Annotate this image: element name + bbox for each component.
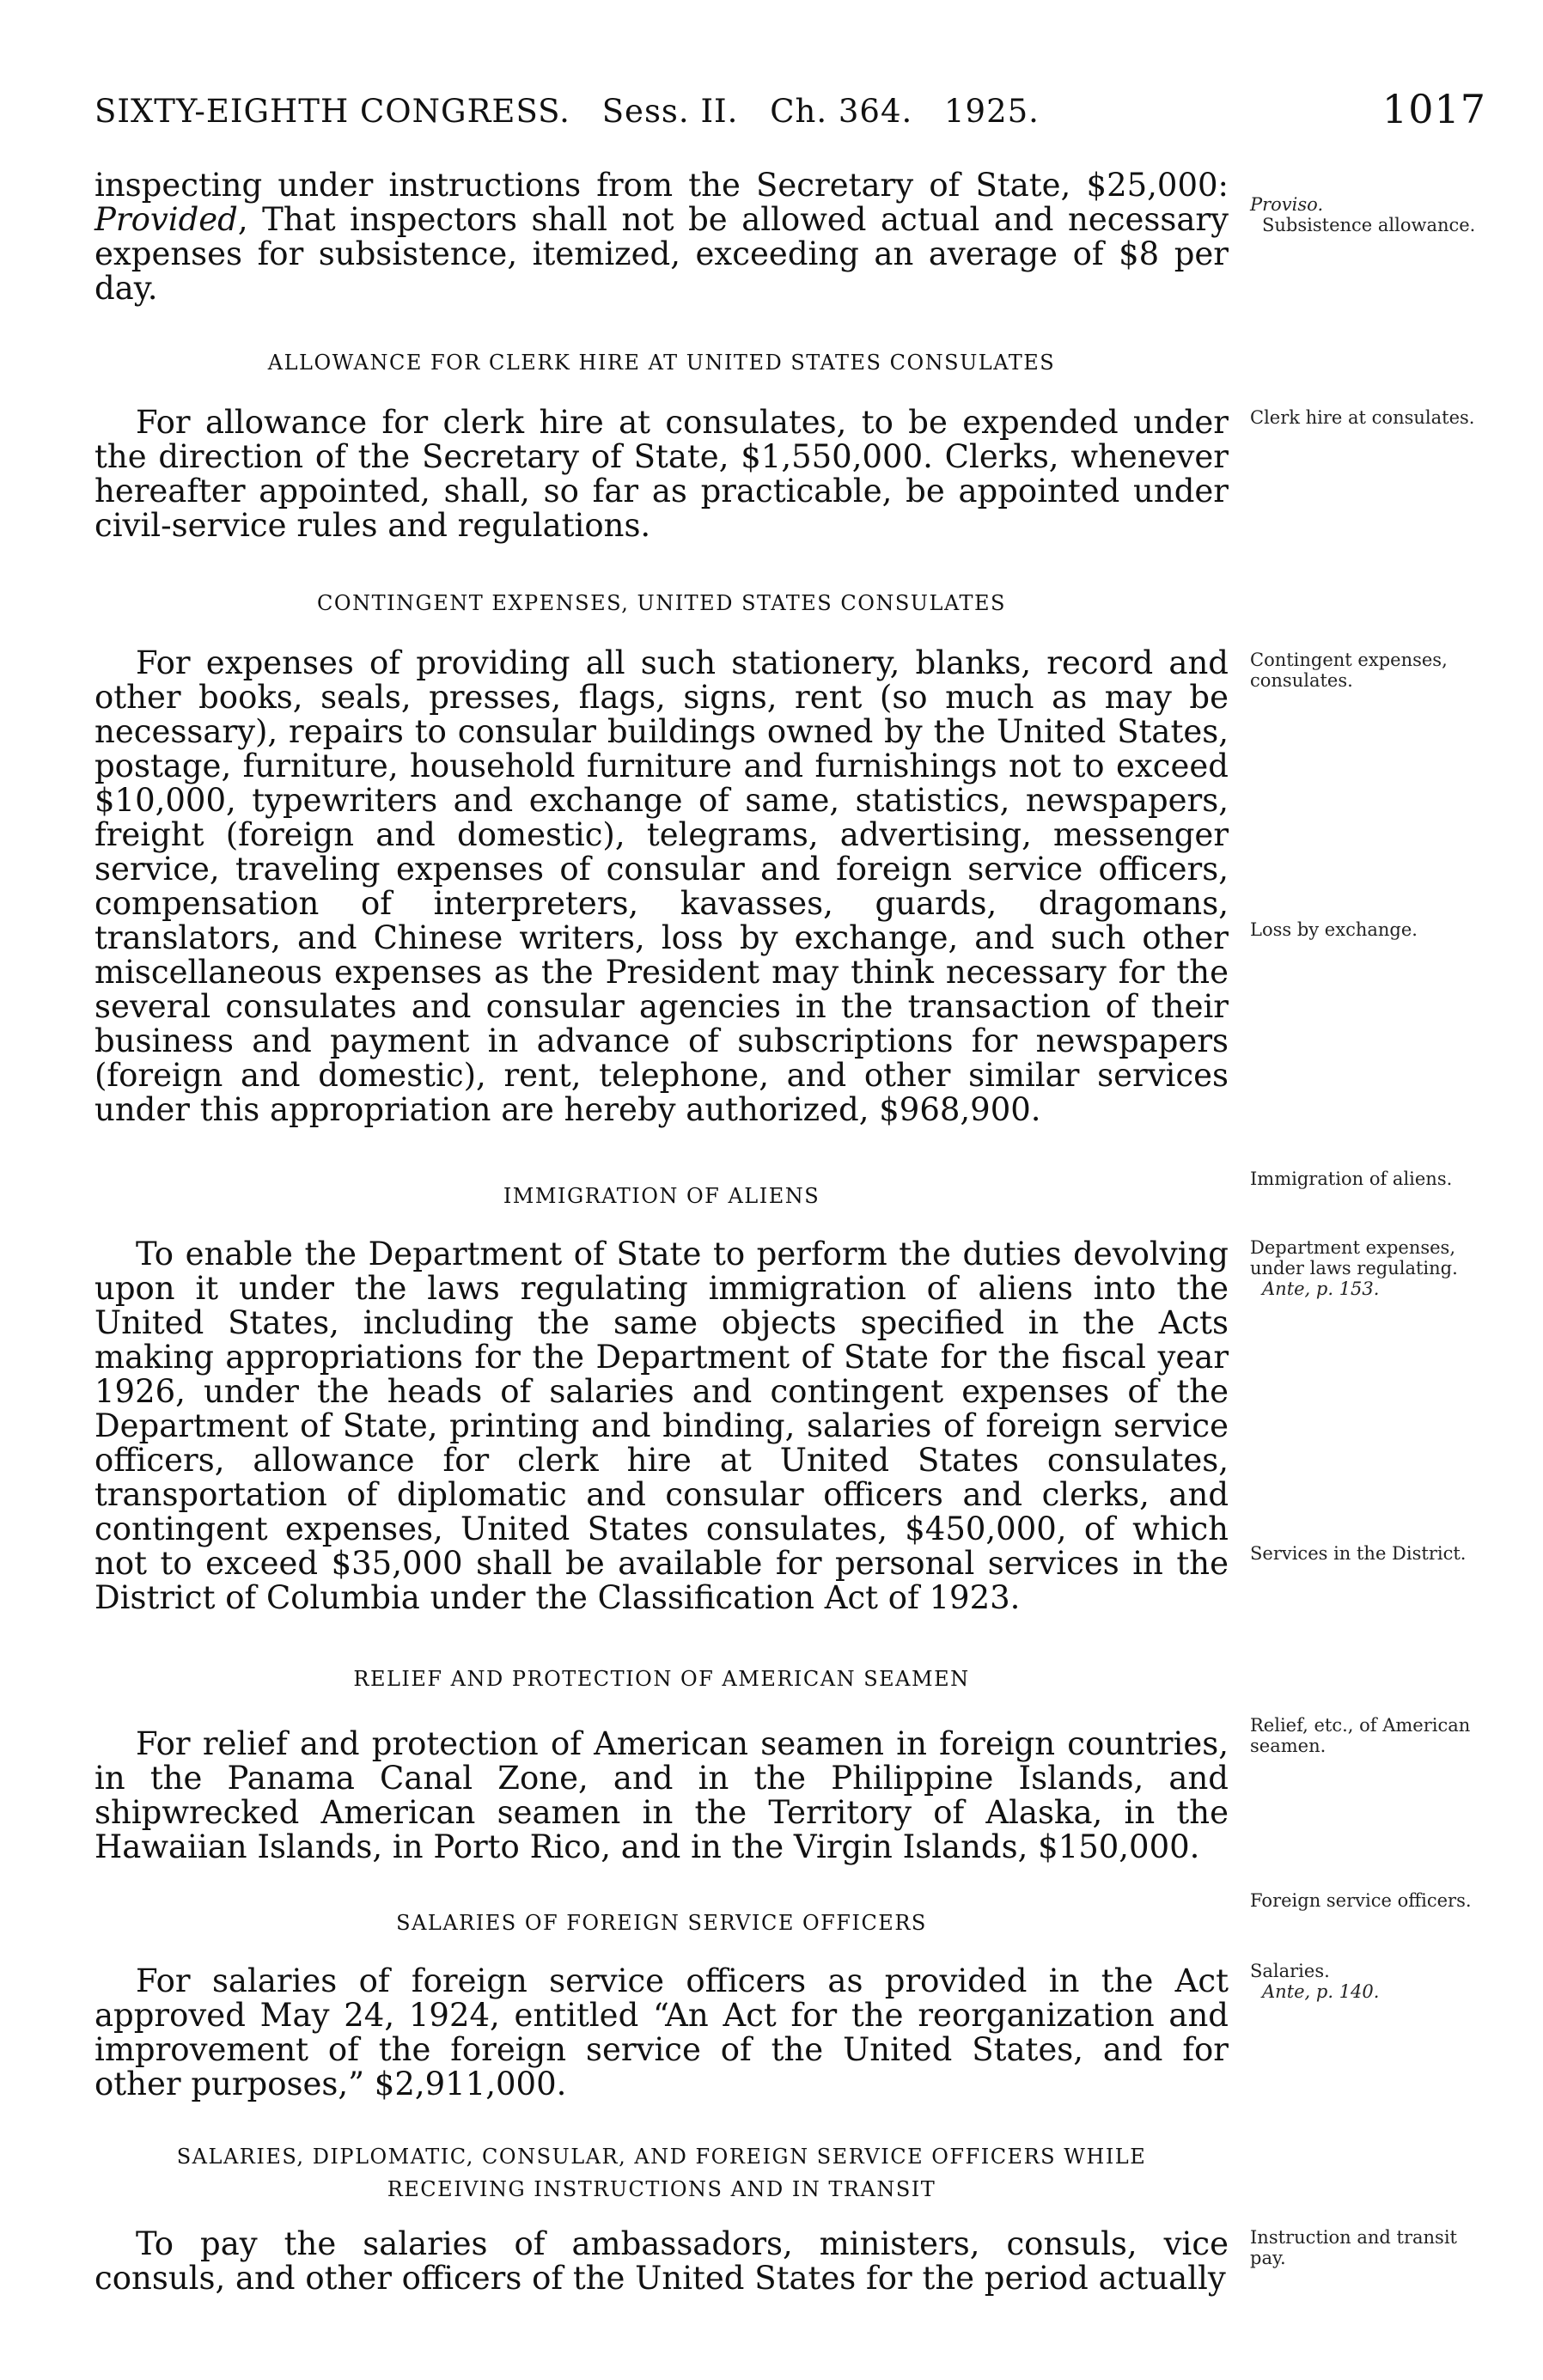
paragraph-relief-seamen: [95, 1727, 1229, 1864]
paragraph-foreign-service-salaries-text: For salaries of foreign service officers as provided in the Act approved May 24, 1924, entitled “An Act for the reorganization and improvement of the foreign service of the United States, and for other purposes,” $2,911,000.: [95, 1962, 1229, 2102]
paragraph-inspecting: [95, 168, 1229, 306]
heading-salaries-in-transit-line1: SALARIES, DIPLOMATIC, CONSULAR, AND FOREIGN SERVICE OFFICERS WHILE: [176, 2145, 1147, 2169]
paragraph-foreign-service-salaries: [95, 1964, 1229, 2102]
paragraph-immigration-text: To enable the Department of State to perform the duties devolving upon it under the laws regulating immigration of aliens into the United States, including the same objects specified in the Acts making appropriations for the Department of State for the fiscal year 1926, under the heads of salaries and contingent expenses of the Department of State, printing and binding, salaries of foreign service officers, allowance for clerk hire at United States consulates, transportation of diplomatic and consular officers and clerks, and contingent expenses, United States consulates, $450,000, of which not to exceed $35,000 shall be available for personal services in the District of Columbia under the Classification Act of 1923.: [95, 1236, 1229, 1616]
paragraph-contingent-expenses: [95, 646, 1229, 1127]
session-label: Sess. II.: [601, 93, 739, 130]
paragraph-inspecting-text-a: inspecting under instructions from the Secretary of State, $25,000:: [95, 167, 1229, 204]
margin-note-loss-exchange: Loss by exchange.: [1250, 919, 1418, 940]
paragraph-salaries-in-transit-text: To pay the salaries of ambassadors, ministers, consuls, vice consuls, and other officers of the United States for the period actually: [95, 2225, 1229, 2297]
paragraph-contingent-expenses-text: For expenses of providing all such stationery, blanks, record and other books, seals, presses, flags, signs, rent (so much as may be necessary), repairs to consular buildings owned by the United States, postage, furniture, household furniture and furnishings not to exceed $10,000, typewriters and exchange of same, statistics, newspapers, freight (foreign and domestic), telegrams, advertising, messenger service, traveling expenses of consular and foreign service officers, compensation of interpreters, kavasses, guards, dragomans, translators, and Chinese writers, loss by exchange, and such other miscellaneous expenses as the President may think necessary for the several consulates and consular agencies in the transaction of their business and payment in advance of subscriptions for newspapers (foreign and domestic), rent, telephone, and other similar services under this appropriation are hereby authorized, $968,900.: [95, 644, 1229, 1128]
margin-note-services-district: Services in the District.: [1250, 1543, 1467, 1564]
heading-foreign-service-salaries: SALARIES OF FOREIGN SERVICE OFFICERS: [396, 1911, 927, 1935]
margin-department-expenses-text: Department expenses, under laws regulating.: [1250, 1237, 1458, 1278]
margin-subsistence-text: Subsistence allowance.: [1262, 215, 1476, 235]
margin-note-clerk-hire: Clerk hire at consulates.: [1250, 407, 1475, 428]
margin-note-proviso: [1250, 194, 1491, 235]
running-head-left: [95, 93, 1060, 130]
congress-title: SIXTY-EIGHTH CONGRESS.: [95, 93, 570, 130]
heading-relief-seamen: RELIEF AND PROTECTION OF AMERICAN SEAMEN: [353, 1667, 970, 1691]
margin-note-salaries: [1250, 1961, 1491, 2002]
paragraph-inspecting-text-b: , That inspectors shall not be allowed actual and necessary expenses for subsistence, itemized, exceeding an average of $8 per day.: [95, 201, 1229, 307]
heading-immigration: IMMIGRATION OF ALIENS: [503, 1184, 820, 1208]
paragraph-relief-seamen-text: For relief and protection of American seamen in foreign countries, in the Panama Canal Zone, and in the Philippine Islands, and shipwrecked American seamen in the Territory of Alaska, in the Hawaiian Islands, in Porto Rico, and in the Virgin Islands, $150,000.: [95, 1725, 1229, 1865]
heading-salaries-in-transit-line2: RECEIVING INSTRUCTIONS AND IN TRANSIT: [387, 2177, 936, 2201]
paragraph-immigration: [95, 1237, 1229, 1615]
proviso-italic: Provided: [95, 201, 238, 238]
year-label: 1925.: [944, 93, 1040, 130]
margin-note-immigration: Immigration of aliens.: [1250, 1169, 1453, 1189]
margin-note-contingent: Contingent expenses, consulates.: [1250, 650, 1448, 691]
margin-note-instruction-transit: Instruction and transit pay.: [1250, 2227, 1457, 2268]
margin-ante-140: Ante, p. 140.: [1262, 1981, 1380, 2002]
running-head: [95, 86, 1486, 137]
paragraph-salaries-in-transit: [95, 2227, 1229, 2296]
page-number: 1017: [1381, 86, 1486, 132]
margin-salaries-text: Salaries.: [1250, 1961, 1330, 1981]
margin-proviso-text: Proviso.: [1250, 194, 1324, 215]
margin-ante-153: Ante, p. 153.: [1262, 1278, 1380, 1299]
margin-note-relief: Relief, etc., of American seamen.: [1250, 1715, 1471, 1756]
heading-clerk-hire: ALLOWANCE FOR CLERK HIRE AT UNITED STATES CONSULATES: [267, 351, 1056, 375]
heading-contingent-expenses: CONTINGENT EXPENSES, UNITED STATES CONSULATES: [317, 591, 1006, 615]
margin-note-foreign-service: Foreign service officers.: [1250, 1890, 1472, 1911]
paragraph-clerk-hire: [95, 406, 1229, 543]
margin-note-department-expenses: [1250, 1237, 1491, 1299]
chapter-label: Ch. 364.: [770, 93, 913, 130]
paragraph-clerk-hire-text: For allowance for clerk hire at consulates, to be expended under the direction of the Secretary of State, $1,550,000. Clerks, whenever hereafter appointed, shall, so far as practicable, be appointed under civil-service rules and regulations.: [95, 404, 1229, 544]
